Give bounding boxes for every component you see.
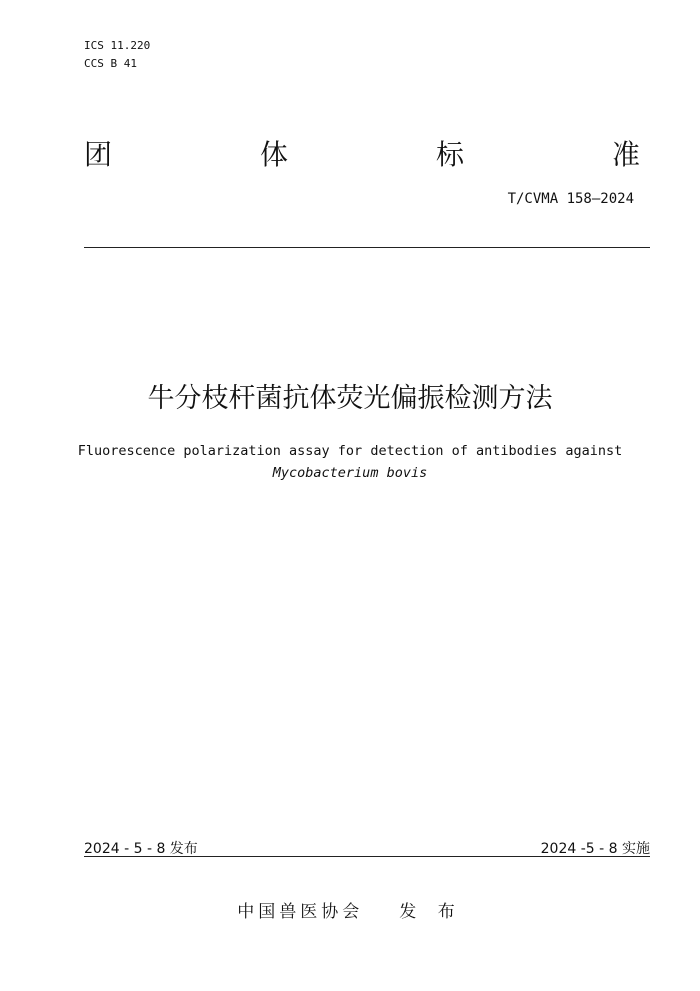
issuer-organization: 中国兽医协会 bbox=[237, 902, 364, 922]
standard-type-char-4: 准 bbox=[611, 138, 640, 171]
bottom-divider bbox=[84, 856, 650, 857]
title-english bbox=[0, 440, 700, 484]
title-english-line-2: Mycobacterium bovis bbox=[272, 465, 428, 481]
standard-type-heading bbox=[84, 135, 640, 175]
standard-type-char-3: 标 bbox=[435, 138, 464, 171]
standard-type-char-2: 体 bbox=[259, 138, 288, 171]
classification-codes bbox=[84, 37, 150, 73]
issuer-action: 发 布 bbox=[399, 902, 463, 922]
issuer-line bbox=[0, 898, 700, 926]
ics-code: ICS 11.220 bbox=[84, 39, 151, 52]
standard-type-char-1: 团 bbox=[84, 138, 113, 171]
effective-date: 2024 -5 - 8 实施 bbox=[540, 841, 650, 857]
top-divider bbox=[84, 247, 650, 248]
standard-number: T/CVMA 158—2024 bbox=[507, 191, 634, 207]
ccs-code: CCS B 41 bbox=[84, 57, 137, 70]
issue-date: 2024 - 5 - 8 发布 bbox=[84, 841, 198, 857]
title-chinese: 牛分枝杆菌抗体荧光偏振检测方法 bbox=[147, 383, 553, 414]
title-english-line-1: Fluorescence polarization assay for detection of antibodies against bbox=[77, 443, 623, 459]
